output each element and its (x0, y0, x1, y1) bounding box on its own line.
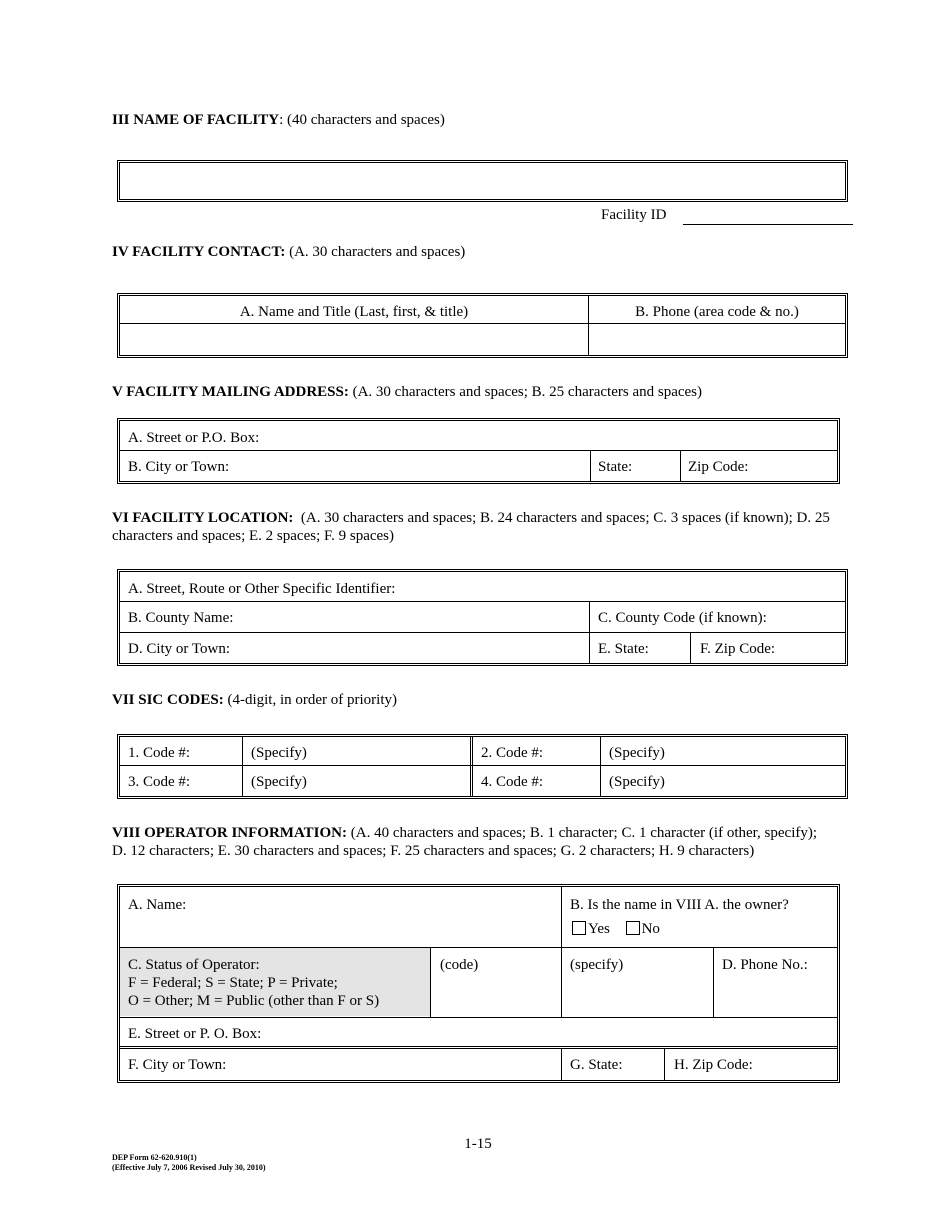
section-v-title: V FACILITY MAILING ADDRESS: (112, 384, 349, 400)
contact-phone-header: B. Phone (area code & no.) (635, 304, 799, 320)
operator-row-divider-2 (120, 1017, 837, 1018)
operator-specify-label[interactable]: (specify) (570, 957, 624, 973)
operator-code-divider (430, 947, 431, 1017)
sic-specify-1[interactable]: (Specify) (251, 745, 307, 761)
location-zip-divider (690, 632, 691, 663)
section-viii-note-1: (A. 40 characters and spaces; B. 1 character; C. 1 character (if other, specify); (347, 825, 818, 841)
yes-checkbox[interactable] (572, 921, 586, 935)
mailing-state-label[interactable]: State: (598, 459, 633, 475)
section-vi-heading (112, 509, 847, 545)
location-county-code-label[interactable]: C. County Code (if known): (598, 610, 767, 626)
sic-specify-3[interactable]: (Specify) (251, 774, 307, 790)
sic-code-4-label[interactable]: 4. Code #: (481, 774, 544, 790)
contact-phone-field[interactable] (590, 325, 844, 354)
sic-code-3-label[interactable]: 3. Code #: (128, 774, 191, 790)
yes-label: Yes (588, 921, 610, 937)
status-line-2: F = Federal; S = State; P = Private; (128, 975, 338, 991)
operator-phone-label[interactable]: D. Phone No.: (722, 957, 808, 973)
section-vi-note-2: characters and spaces; E. 2 spaces; F. 9 spaces) (112, 528, 395, 544)
operator-row-divider-3 (120, 1046, 837, 1049)
operator-street-label[interactable]: E. Street or P. O. Box: (128, 1026, 262, 1042)
operator-code-label[interactable]: (code) (440, 957, 479, 973)
operator-col-divider-main (561, 887, 562, 1017)
location-row-divider-2 (120, 632, 845, 633)
section-viii-note-2: D. 12 characters; E. 30 characters and spaces; F. 25 characters and spaces; G. 2 characters; H. 9 characters) (112, 843, 755, 859)
section-iii-heading (112, 111, 445, 129)
section-viii-heading (112, 824, 847, 860)
status-line-1: C. Status of Operator: (128, 957, 260, 973)
mailing-state-divider (590, 450, 591, 481)
owner-question: B. Is the name in VIII A. the owner? (570, 897, 789, 913)
contact-name-field[interactable] (121, 325, 587, 354)
section-v-note: (A. 30 characters and spaces; B. 25 characters and spaces) (348, 384, 703, 400)
sic-code-1-label[interactable]: 1. Code #: (128, 745, 191, 761)
contact-name-header: A. Name and Title (Last, first, & title) (239, 304, 469, 320)
sic-specify-2[interactable]: (Specify) (609, 745, 665, 761)
sic-code-2-label[interactable]: 2. Code #: (481, 745, 544, 761)
page-number: 1-15 (464, 1136, 492, 1152)
section-iv-heading (112, 243, 465, 261)
form-effective-date: (Effective July 7, 2006 Revised July 30, 2010) (112, 1163, 266, 1172)
location-city-label[interactable]: D. City or Town: (128, 641, 231, 657)
operator-zip-divider (664, 1048, 665, 1080)
operator-city-label[interactable]: F. City or Town: (128, 1057, 227, 1073)
section-iv-title: IV FACILITY CONTACT: (112, 244, 286, 260)
status-line-3: O = Other; M = Public (other than F or S) (128, 993, 380, 1009)
facility-id-label: Facility ID (601, 207, 667, 223)
no-checkbox[interactable] (626, 921, 640, 935)
operator-zip-label[interactable]: H. Zip Code: (674, 1057, 753, 1073)
facility-name-field[interactable] (117, 160, 848, 202)
form-id: DEP Form 62-620.910(1) (112, 1153, 197, 1162)
owner-checkboxes (572, 920, 660, 938)
location-county-label[interactable]: B. County Name: (128, 610, 234, 626)
no-label: No (641, 921, 660, 937)
location-street-label[interactable]: A. Street, Route or Other Specific Identifier: (128, 581, 396, 597)
mailing-row-divider (120, 450, 837, 451)
operator-name-label[interactable]: A. Name: (128, 897, 187, 913)
mailing-zip-label[interactable]: Zip Code: (688, 459, 749, 475)
section-vi-title: VI FACILITY LOCATION: (112, 510, 294, 526)
section-iii-note: : (40 characters and spaces) (279, 112, 445, 128)
section-vi-note-1: (A. 30 characters and spaces; B. 24 characters and spaces; C. 3 spaces (if known); D. 25 (293, 510, 830, 526)
operator-state-label[interactable]: G. State: (570, 1057, 623, 1073)
operator-row-divider-1 (120, 947, 837, 948)
section-viii-title: VIII OPERATOR INFORMATION: (112, 825, 348, 841)
section-iv-note: (A. 30 characters and spaces) (285, 244, 466, 260)
section-vii-note: (4-digit, in order of priority) (223, 692, 397, 708)
location-zip-label[interactable]: F. Zip Code: (700, 641, 776, 657)
mailing-zip-divider (680, 450, 681, 481)
sic-row-divider (120, 765, 845, 766)
operator-phone-divider (713, 947, 714, 1017)
operator-state-divider (561, 1048, 562, 1080)
sic-col-divider-2 (470, 737, 473, 796)
operator-status-text (128, 956, 379, 1010)
sic-col-divider-3 (600, 737, 601, 796)
sic-specify-4[interactable]: (Specify) (609, 774, 665, 790)
mailing-street-label[interactable]: A. Street or P.O. Box: (128, 430, 260, 446)
section-iii-title: III NAME OF FACILITY (112, 112, 280, 128)
location-state-label[interactable]: E. State: (598, 641, 649, 657)
location-row-divider-1 (120, 601, 845, 602)
mailing-city-label[interactable]: B. City or Town: (128, 459, 230, 475)
section-v-heading (112, 383, 702, 401)
section-vii-heading (112, 691, 397, 709)
contact-row-divider (120, 323, 845, 324)
location-col-divider (589, 601, 590, 663)
facility-id-field[interactable] (683, 224, 853, 225)
sic-col-divider-1 (242, 737, 243, 796)
section-vii-title: VII SIC CODES: (112, 692, 224, 708)
